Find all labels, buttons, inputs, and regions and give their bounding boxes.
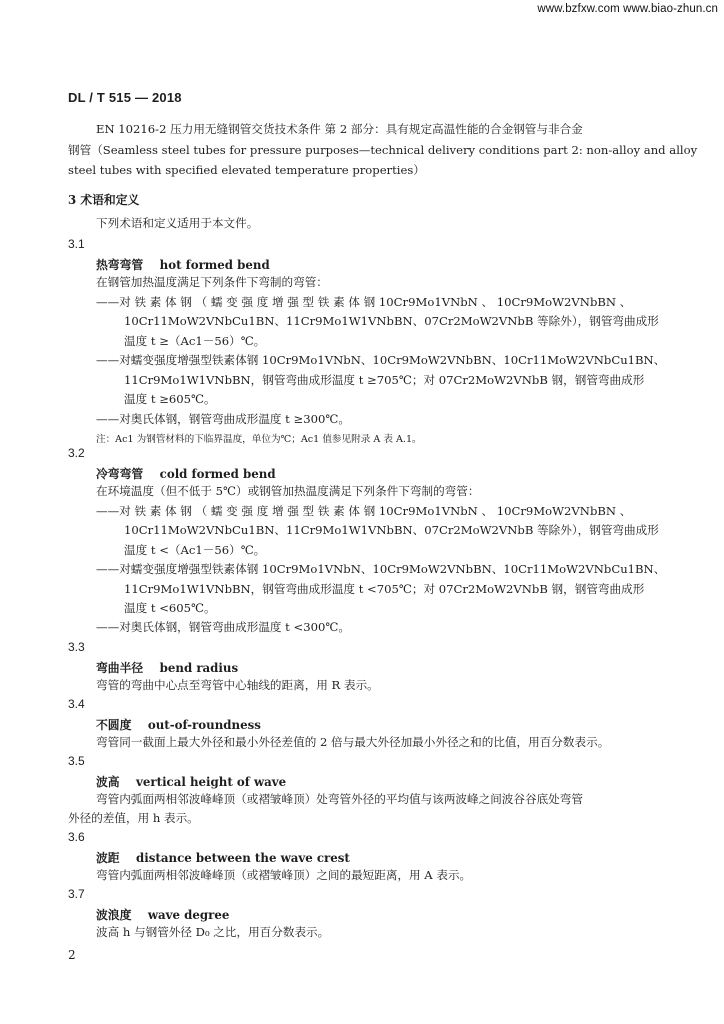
term-number: 3.3 — [68, 640, 85, 654]
term-number: 3.4 — [68, 697, 85, 711]
section-intro: 下列术语和定义适用于本文件。 — [96, 216, 259, 230]
definition-line: ——对蠕变强度增强型铁素体钢 10Cr9Mo1VNbN、10Cr9MoW2VNbBN、10Cr11MoW2VNbCu1BN、 — [96, 353, 666, 367]
definition-line: ——对奥氏体钢，钢管弯曲成形温度 t ≥300℃。 — [96, 412, 350, 426]
term-note: 注：Ac1 为钢管材料的下临界温度，单位为℃；Ac1 值参见附录 A 表 A.1。 — [96, 434, 422, 445]
term-en: distance between the wave crest — [136, 851, 350, 865]
definition-line: 温度 t <（Ac1－56）℃。 — [124, 543, 266, 557]
term-heading — [96, 849, 350, 866]
definition-line: 11Cr9Mo1W1VNbBN，钢管弯曲成形温度 t <705℃；对 07Cr2MoW2VNbB 钢，钢管弯曲成形 — [124, 582, 645, 596]
reference-line: EN 10216-2 压力用无缝钢管交货技术条件 第 2 部分：具有规定高温性能的合金钢管与非合金 — [96, 122, 583, 136]
term-number: 3.6 — [68, 830, 85, 844]
term-heading — [96, 659, 238, 676]
definition-line: 弯管的弯曲中心点至弯管中心轴线的距离，用 R 表示。 — [96, 678, 379, 692]
term-zh: 弯曲半径 — [96, 661, 144, 675]
definition-line: ——对奥氏体钢，钢管弯曲成形温度 t <300℃。 — [96, 620, 350, 634]
definition-line: 10Cr11MoW2VNbCu1BN、11Cr9Mo1W1VNbBN、07Cr2MoW2VNbB 等除外），钢管弯曲成形 — [124, 314, 659, 328]
term-number: 3.7 — [68, 887, 85, 901]
reference-line: steel tubes with specified elevated temperature properties） — [68, 163, 425, 177]
term-heading — [96, 906, 229, 923]
term-number: 3.5 — [68, 754, 85, 768]
section-title: 3 术语和定义 — [68, 193, 140, 207]
definition-line: 弯管同一截面上最大外径和最小外径差值的 2 倍与最大外径加最小外径之和的比值，用百分数表示。 — [96, 735, 610, 749]
document-id: DL / T 515 — 2018 — [68, 90, 182, 105]
term-heading — [96, 256, 270, 273]
definition-line: 波高 h 与钢管外径 D₀ 之比，用百分数表示。 — [96, 925, 330, 939]
term-zh: 波浪度 — [96, 908, 132, 922]
term-heading — [96, 465, 276, 482]
term-en: bend radius — [159, 661, 239, 675]
definition-line: ——对 铁 素 体 钢 （ 蠕 变 强 度 增 强 型 铁 素 体 钢 10Cr9Mo1VNbN 、 10Cr9MoW2VNbBN 、 — [96, 504, 632, 518]
term-en: wave degree — [147, 908, 230, 922]
reference-line: 钢管（Seamless steel tubes for pressure purposes—technical delivery conditions part 2: non-alloy and alloy — [68, 143, 698, 157]
term-zh: 热弯弯管 — [96, 258, 144, 272]
term-number: 3.1 — [68, 237, 85, 251]
term-en: cold formed bend — [159, 467, 276, 481]
definition-line: 外径的差值，用 h 表示。 — [68, 811, 199, 825]
page-number: 2 — [68, 948, 76, 962]
term-heading — [96, 773, 286, 790]
definition-line: 弯管内弧面两相邻波峰峰顶（或褶皱峰顶）之间的最短距离，用 A 表示。 — [96, 868, 472, 882]
definition-line: 11Cr9Mo1W1VNbBN，钢管弯曲成形温度 t ≥705℃；对 07Cr2MoW2VNbB 钢，钢管弯曲成形 — [124, 373, 645, 387]
term-en: vertical height of wave — [136, 775, 287, 789]
definition-line: 弯管内弧面两相邻波峰峰顶（或褶皱峰顶）处弯管外径的平均值与该两波峰之间波谷谷底处弯管 — [96, 792, 583, 806]
term-en: out-of-roundness — [147, 718, 261, 732]
definition-line: ——对 铁 素 体 钢 （ 蠕 变 强 度 增 强 型 铁 素 体 钢 10Cr9Mo1VNbN 、 10Cr9MoW2VNbBN 、 — [96, 295, 632, 309]
term-zh: 波距 — [96, 851, 120, 865]
definition-line: 温度 t ≥605℃。 — [124, 392, 216, 406]
term-zh: 波高 — [96, 775, 120, 789]
term-heading — [96, 716, 261, 733]
term-en: hot formed bend — [159, 258, 270, 272]
term-number: 3.2 — [68, 446, 85, 460]
term-zh: 冷弯弯管 — [96, 467, 144, 481]
definition-line: 温度 t ≥（Ac1－56）℃。 — [124, 334, 266, 348]
watermark-text: www.bzfxw.com www.biao-zhun.cn — [537, 3, 718, 15]
definition-line: 温度 t <605℃。 — [124, 601, 216, 615]
definition-line: 在环境温度（但不低于 5℃）或钢管加热温度满足下列条件下弯制的弯管： — [96, 484, 480, 498]
term-zh: 不圆度 — [96, 718, 132, 732]
definition-line: 10Cr11MoW2VNbCu1BN、11Cr9Mo1W1VNbBN、07Cr2MoW2VNbB 等除外），钢管弯曲成形 — [124, 523, 659, 537]
definition-line: 在钢管加热温度满足下列条件下弯制的弯管： — [96, 275, 328, 289]
definition-line: ——对蠕变强度增强型铁素体钢 10Cr9Mo1VNbN、10Cr9MoW2VNbBN、10Cr11MoW2VNbCu1BN、 — [96, 562, 666, 576]
